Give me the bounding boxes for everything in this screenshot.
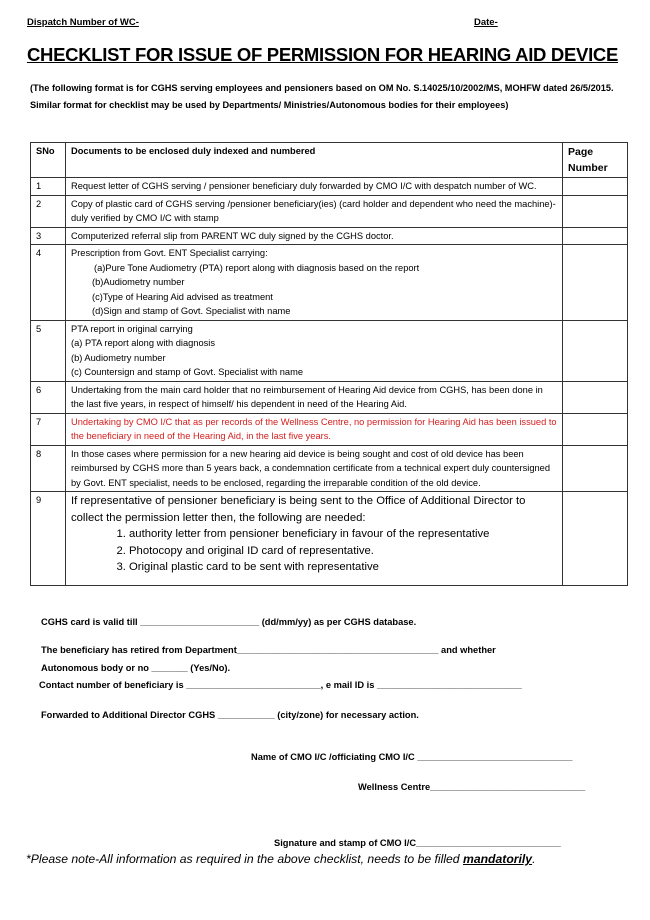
list-item: 1. authority letter from pensioner beneficiary in favour of the representative bbox=[129, 526, 557, 543]
row-text: In those cases where permission for a new hearing aid device is being sought and cost of old device has been reimbursed by CGHS more than 5 years back, a condemnation certificate from a technical expert duly countersigned by Govt. ENT specialist, needs to be enclosed, regarding the irreparable condition of the old device. bbox=[66, 445, 563, 492]
page-number-cell[interactable] bbox=[563, 492, 628, 586]
intro-text: (The following format is for CGHS serving employees and pensioners based on OM No. S.14025/10/2002/MS, MOHFW dated 26/5/2015. Similar format for checklist may be used by Departments/ Ministries/Autonomous bodies for their employees) bbox=[30, 83, 614, 110]
row-sno: 9 bbox=[31, 492, 66, 586]
row-sno: 4 bbox=[31, 245, 66, 321]
page-number-cell[interactable] bbox=[563, 195, 628, 227]
sub-item: (a)Pure Tone Audiometry (PTA) report along with diagnosis based on the report bbox=[94, 262, 420, 273]
contact-email-field[interactable]: Contact number of beneficiary is __________________________, e mail ID is ____________________________ bbox=[39, 680, 522, 690]
table-header-row bbox=[31, 143, 628, 178]
table-row bbox=[31, 227, 628, 245]
row-sno: 1 bbox=[31, 178, 66, 196]
row-text: Undertaking from the main card holder that no reimbursement of Hearing Aid device from CGHS, has been done in the last five years, in respect of himself/ his dependent in need of the Hearing Aid. bbox=[66, 381, 563, 413]
table-row bbox=[31, 178, 628, 196]
sub-item: (b) Audiometry number bbox=[71, 352, 166, 363]
row-text: Prescription from Govt. ENT Specialist carrying: bbox=[71, 248, 268, 258]
row-text: Copy of plastic card of CGHS serving /pensioner beneficiary(ies) (card holder and dependent who need the machine)-duly verified by CMO I/C with stamp bbox=[66, 195, 563, 227]
table-row bbox=[31, 413, 628, 445]
card-valid-field[interactable]: CGHS card is valid till _______________________ (dd/mm/yy) as per CGHS database. bbox=[41, 617, 417, 627]
page-number-cell[interactable] bbox=[563, 245, 628, 321]
row-sno: 6 bbox=[31, 381, 66, 413]
sub-item: (c)Type of Hearing Aid advised as treatment bbox=[92, 291, 273, 302]
page-number-cell[interactable] bbox=[563, 227, 628, 245]
signature-field[interactable]: Signature and stamp of CMO I/C____________________________ bbox=[274, 838, 561, 848]
forwarded-field[interactable]: Forwarded to Additional Director CGHS ___________ (city/zone) for necessary action. bbox=[41, 710, 419, 720]
table-row bbox=[31, 381, 628, 413]
header-sno: SNo bbox=[31, 143, 66, 178]
list-item: 3. Original plastic card to be sent with representative bbox=[129, 559, 557, 576]
note-suffix: . bbox=[532, 852, 536, 866]
row-text: PTA report in original carrying bbox=[71, 323, 193, 334]
row-sno: 8 bbox=[31, 445, 66, 492]
date-label: Date- bbox=[474, 17, 498, 28]
row-content bbox=[66, 320, 563, 381]
table-row bbox=[31, 195, 628, 227]
autonomous-body-field[interactable]: Autonomous body or no _______ (Yes/No). bbox=[41, 663, 231, 673]
page-number-cell[interactable] bbox=[563, 178, 628, 196]
row-content bbox=[66, 492, 563, 586]
header-page-number: Page Number bbox=[563, 143, 628, 178]
needed-list bbox=[71, 526, 557, 576]
row-text: Computerized referral slip from PARENT WC duly signed by the CGHS doctor. bbox=[66, 227, 563, 245]
cmo-name-field[interactable]: Name of CMO I/C /officiating CMO I/C ______________________________ bbox=[251, 752, 573, 762]
checklist-table bbox=[30, 142, 628, 586]
table-row bbox=[31, 445, 628, 492]
page-number-cell[interactable] bbox=[563, 445, 628, 492]
header-documents: Documents to be enclosed duly indexed and numbered bbox=[66, 143, 563, 178]
page-number-cell[interactable] bbox=[563, 413, 628, 445]
table-row bbox=[31, 320, 628, 381]
table-row bbox=[31, 492, 628, 586]
sub-item: (c) Countersign and stamp of Govt. Specialist with name bbox=[71, 367, 304, 377]
table-row bbox=[31, 245, 628, 321]
row-text-highlighted: Undertaking by CMO I/C that as per records of the Wellness Centre, no permission for Hearing Aid has been issued to the beneficiary in need of the Hearing Aid, in the last five years. bbox=[66, 413, 563, 445]
note-text: *Please note-All information as required in the above checklist, needs to be filled bbox=[26, 852, 463, 866]
row-text: Request letter of CGHS serving / pensioner beneficiary duly forwarded by CMO I/C with despatch number of WC. bbox=[66, 178, 563, 196]
list-item: 2. Photocopy and original ID card of representative. bbox=[129, 543, 557, 560]
page-title: CHECKLIST FOR ISSUE OF PERMISSION FOR HEARING AID DEVICE bbox=[27, 44, 619, 65]
dispatch-number-label: Dispatch Number of WC- bbox=[27, 17, 139, 28]
note-emphasis: mandatorily bbox=[462, 852, 533, 866]
page-number-cell[interactable] bbox=[563, 381, 628, 413]
row-sno: 7 bbox=[31, 413, 66, 445]
sub-item: (a) PTA report along with diagnosis bbox=[71, 338, 216, 348]
row-text: If representative of pensioner beneficiary is being sent to the Office of Additional Director to collect the permission letter then, the following are needed: bbox=[71, 495, 526, 524]
row-content bbox=[66, 245, 563, 321]
row-sno: 5 bbox=[31, 320, 66, 381]
sub-item: (d)Sign and stamp of Govt. Specialist with name bbox=[92, 306, 291, 316]
page-number-cell[interactable] bbox=[563, 320, 628, 381]
retired-department-field[interactable]: The beneficiary has retired from Department_______________________________________ and whether bbox=[41, 645, 496, 655]
row-sno: 3 bbox=[31, 227, 66, 245]
row-sno: 2 bbox=[31, 195, 66, 227]
wellness-centre-field[interactable]: Wellness Centre______________________________ bbox=[358, 782, 586, 792]
mandatory-note bbox=[26, 852, 535, 866]
sub-item: (b)Audiometry number bbox=[92, 277, 185, 287]
